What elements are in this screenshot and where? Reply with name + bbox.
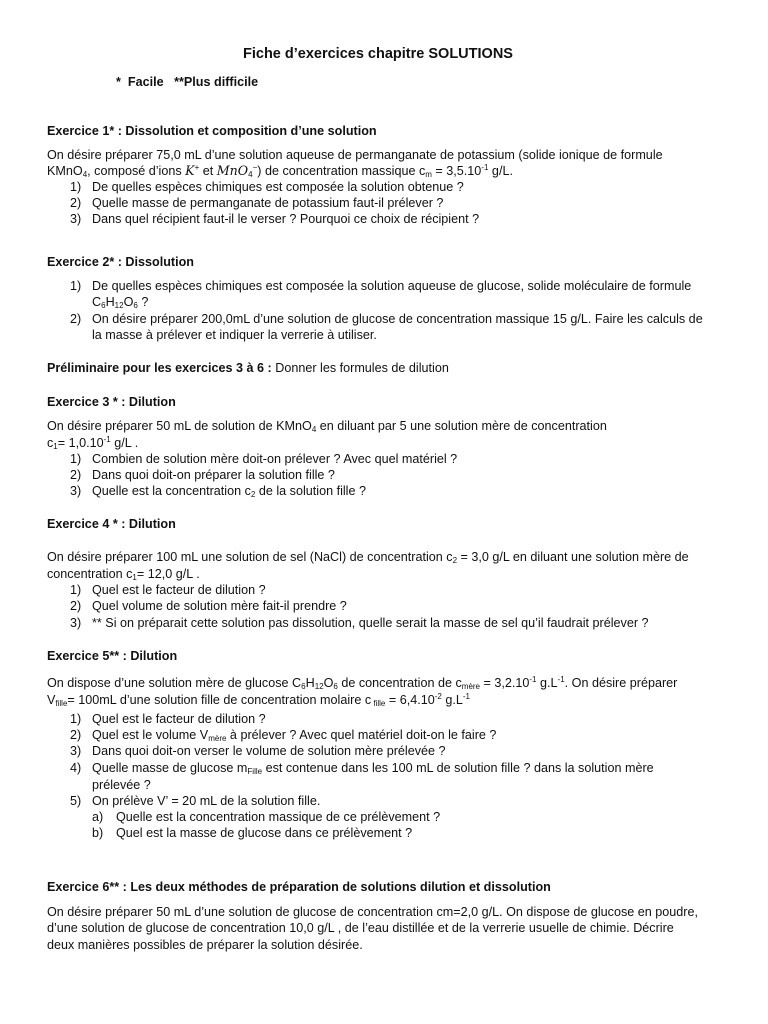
superscript: -2 [434, 692, 442, 701]
question-text [92, 728, 496, 742]
ex1-heading: Exercice 1* : Dissolution et composition d’une solution [47, 124, 377, 138]
question-text: Dans quel récipient faut-il le verser ? Pourquoi ce choix de récipient ? [92, 212, 480, 226]
ex5-intro-line2 [47, 693, 470, 707]
text: = 6,4.10 [385, 693, 435, 707]
subscript: 1 [132, 573, 137, 582]
subscript: mère [208, 734, 227, 743]
text: g.L [536, 676, 558, 690]
subscript: 6 [301, 682, 306, 691]
text: = 3,0 g/L en diluant une solution mère de [457, 550, 689, 564]
subscript: fille [55, 699, 68, 708]
ex6-line3: deux manières possibles de préparer la solution désirée. [47, 938, 363, 952]
question-number: 2) [70, 312, 82, 326]
ex2-question-1-formula [92, 295, 148, 309]
legend-facile: Facile [127, 75, 164, 89]
text: concentration c [47, 567, 133, 581]
ex1-intro-line1: On désire préparer 75,0 mL d’une solution aqueuse de permanganate de potassium (solide ionique de formule [47, 148, 663, 162]
text: H [305, 676, 315, 690]
question-text: ** Si on préparait cette solution pas dissolution, quelle serait la masse de sel qu’il faudrait prélever ? [92, 616, 649, 630]
subscript: 12 [314, 682, 324, 691]
text: On dispose d’une solution mère de glucose C [47, 676, 302, 690]
question-text: Quel est le facteur de dilution ? [92, 712, 266, 726]
ion-permanganate: MnO [216, 163, 249, 178]
ex3-intro-line2 [47, 436, 138, 450]
question-number: 3) [70, 744, 82, 758]
preliminaire-text: Donner les formules de dilution [271, 361, 449, 375]
question-number: 2) [70, 599, 82, 613]
question-text: On prélève V’ = 20 mL de la solution fille. [92, 794, 321, 808]
text: = 1,0.10 [57, 436, 104, 450]
subscript: fille [371, 699, 386, 708]
ex5-question-4-cont: prélevée ? [92, 778, 151, 792]
text: est contenue dans les 100 mL de solution fille ? dans la solution mère [262, 761, 654, 775]
text: = 12,0 g/L . [136, 567, 200, 581]
subscript: 2 [250, 490, 256, 499]
question-number: 3) [70, 616, 82, 630]
text: O [323, 676, 334, 690]
legend-difficile: **Plus difficile [174, 75, 259, 89]
question-number: 1) [70, 583, 82, 597]
preliminaire [47, 361, 449, 375]
question-number: 5) [70, 794, 82, 808]
question-number: 1) [70, 712, 82, 726]
question-text: Quelle est la concentration massique de ce prélèvement ? [116, 810, 441, 824]
subscript: 4 [82, 170, 88, 179]
question-number: 1) [70, 279, 82, 293]
text: = 100mL d’une solution fille de concentration molaire c [67, 693, 372, 707]
text: Quelle masse de glucose m [92, 761, 248, 775]
subscript: 4 [248, 170, 253, 179]
text: On désire préparer 100 mL une solution de sel (NaCl) de concentration c [47, 550, 453, 564]
text: ) de concentration massique c [257, 164, 426, 178]
subscript: 4 [311, 425, 317, 434]
ex1-intro-line2 [47, 163, 513, 178]
text: , composé d’ions [87, 164, 186, 178]
text: Quel est le volume V [92, 728, 209, 742]
subscript: 12 [114, 301, 124, 310]
superscript: -1 [103, 435, 111, 444]
text: c [47, 436, 54, 450]
text: O [123, 295, 134, 309]
ex2-question-2-cont: la masse à prélever et indiquer la verrerie à utiliser. [92, 328, 377, 342]
superscript: -1 [529, 675, 537, 684]
text: = 3,2.10 [480, 676, 530, 690]
text: C [92, 295, 102, 309]
text: g/L . [110, 436, 139, 450]
text: à prélever ? Avec quel matériel doit-on le faire ? [226, 728, 497, 742]
text: . On désire préparer [564, 676, 678, 690]
question-text: Quel volume de solution mère fait-il prendre ? [92, 599, 347, 613]
text: KMnO [47, 164, 83, 178]
question-number: 1) [70, 180, 82, 194]
ex4-intro-line1 [47, 550, 689, 564]
question-number: 1) [70, 452, 82, 466]
ex6-line1: On désire préparer 50 mL d’une solution de glucose de concentration cm=2,0 g/L. On dispose de glucose en poudre, [47, 905, 698, 919]
text: = 3,5.10 [431, 164, 482, 178]
question-number: 2) [70, 196, 82, 210]
question-number: 3) [70, 212, 82, 226]
ex3-heading: Exercice 3 * : Dilution [47, 395, 176, 409]
text: g.L [441, 693, 463, 707]
text: g/L. [488, 164, 513, 178]
legend [116, 75, 258, 89]
ex5-intro-line1 [47, 676, 677, 690]
text: et [199, 164, 217, 178]
question-text: On désire préparer 200,0mL d’une solution de glucose de concentration massique 15 g/L. Faire les calculs de [92, 312, 703, 326]
text: Quelle est la concentration c [92, 484, 251, 498]
text: V [47, 693, 56, 707]
ex6-line2: d’une solution de glucose de concentration 10,0 g/L , de l’eau distillée et de la verrerie usuelle de chimie. Décrire [47, 921, 674, 935]
preliminaire-label: Préliminaire pour les exercices 3 à 6 : [47, 361, 272, 375]
text: en diluant par 5 une solution mère de concentration [316, 419, 607, 433]
question-text [92, 761, 654, 775]
subscript: 6 [333, 682, 338, 691]
ex5-heading: Exercice 5** : Dilution [47, 649, 178, 663]
superscript: -1 [557, 675, 565, 684]
text: ? [137, 295, 149, 309]
subscript: 6 [101, 301, 106, 310]
legend-star: * [116, 75, 121, 89]
subscript: 6 [133, 301, 138, 310]
page-title: Fiche d’exercices chapitre SOLUTIONS [243, 46, 513, 62]
question-text: De quelles espèces chimiques est composée la solution aqueuse de glucose, solide moléculaire de formule [92, 279, 692, 293]
question-number: 2) [70, 468, 82, 482]
subscript: 1 [53, 442, 58, 451]
ex6-heading: Exercice 6** : Les deux méthodes de préparation de solutions dilution et dissolution [47, 880, 551, 894]
question-number: 2) [70, 728, 82, 742]
ex4-intro-line2 [47, 567, 200, 581]
question-text: Dans quoi doit-on verser le volume de solution mère prélevée ? [92, 744, 446, 758]
question-text: Dans quoi doit-on préparer la solution fille ? [92, 468, 335, 482]
question-text: De quelles espèces chimiques est composée la solution obtenue ? [92, 180, 464, 194]
text: H [105, 295, 115, 309]
ex2-heading: Exercice 2* : Dissolution [47, 255, 194, 269]
question-letter: a) [92, 810, 104, 824]
question-text: Quel est le facteur de dilution ? [92, 583, 266, 597]
superscript: -1 [481, 163, 489, 172]
superscript: -1 [462, 692, 471, 701]
text: On désire préparer 50 mL de solution de KMnO [47, 419, 312, 433]
superscript: − [252, 163, 258, 172]
question-text: Quel est la masse de glucose dans ce prélèvement ? [116, 826, 413, 840]
text: de la solution fille ? [255, 484, 366, 498]
question-text: Quelle masse de permanganate de potassium faut-il prélever ? [92, 196, 444, 210]
question-number: 4) [70, 761, 82, 775]
question-text [92, 484, 366, 498]
subscript: mère [461, 682, 481, 691]
subscript: Fille [247, 767, 263, 776]
question-letter: b) [92, 826, 104, 840]
subscript: 2 [452, 556, 458, 565]
ion-potassium: K [185, 163, 195, 178]
text: de concentration de c [337, 676, 462, 690]
question-text: Combien de solution mère doit-on prélever ? Avec quel matériel ? [92, 452, 458, 466]
ex4-heading: Exercice 4 * : Dilution [47, 517, 176, 531]
ex3-intro-line1 [47, 419, 607, 433]
superscript: + [194, 163, 200, 172]
subscript: m [425, 170, 432, 179]
question-number: 3) [70, 484, 82, 498]
